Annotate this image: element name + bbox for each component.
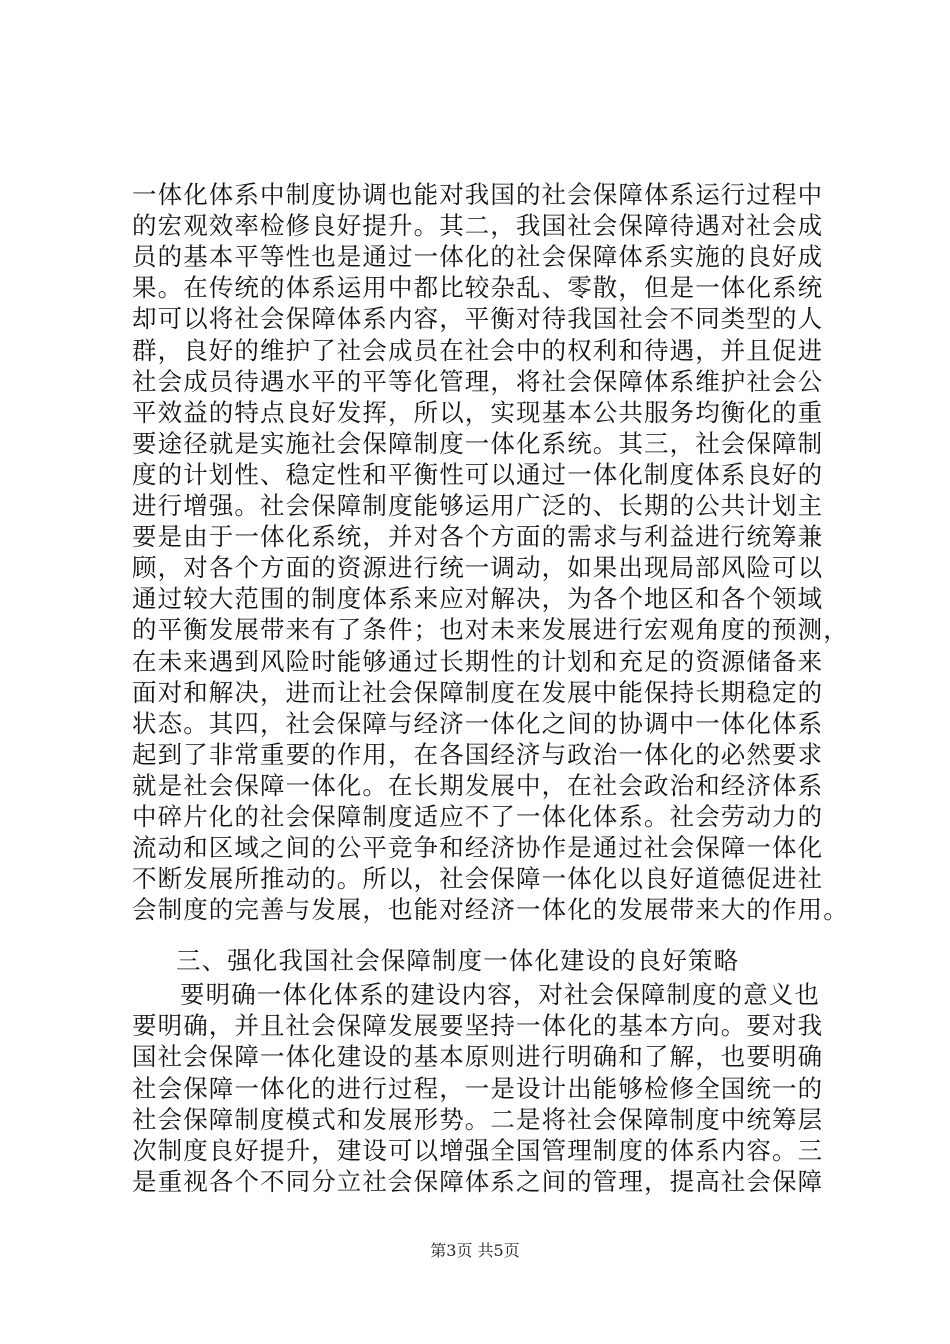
text-line: 流动和区域之间的公平竞争和经济协作是通过社会保障一体化 xyxy=(132,833,824,863)
text-line: 社会保障制度模式和发展形势。二是将社会保障制度中统筹层 xyxy=(132,1104,824,1134)
text-line: 顾，对各个方面的资源进行统一调动，如果出现局部风险可以 xyxy=(132,553,824,583)
text-line: 的宏观效率检修良好提升。其二，我国社会保障待遇对社会成 xyxy=(132,211,824,241)
text-line: 员的基本平等性也是通过一体化的社会保障体系实施的良好成 xyxy=(132,242,824,272)
section-heading: 三、强化我国社会保障制度一体化建设的良好策略 xyxy=(176,946,740,975)
text-line: 国社会保障一体化建设的基本原则进行明确和了解，也要明确 xyxy=(132,1042,824,1072)
text-line: 就是社会保障一体化。在长期发展中，在社会政治和经济体系 xyxy=(132,770,824,800)
text-line: 社会保障一体化的进行过程，一是设计出能够检修全国统一的 xyxy=(132,1073,824,1103)
text-line: 中碎片化的社会保障制度适应不了一体化体系。社会劳动力的 xyxy=(132,802,824,831)
text-line: 不断发展所推动的。所以，社会保障一体化以良好道德促进社 xyxy=(132,864,824,894)
text-line: 要明确一体化体系的建设内容，对社会保障制度的意义也 xyxy=(180,980,820,1009)
text-line: 果。在传统的体系运用中都比较杂乱、零散，但是一体化系统 xyxy=(132,273,824,303)
text-line: 一体化体系中制度协调也能对我国的社会保障体系运行过程中 xyxy=(132,180,824,209)
text-line: 的平衡发展带来有了条件；也对未来发展进行宏观角度的预测， xyxy=(132,615,849,645)
text-line: 社会成员待遇水平的平等化管理，将社会保障体系维护社会公 xyxy=(132,366,824,396)
text-line: 状态。其四，社会保障与经济一体化之间的协调中一体化体系 xyxy=(132,708,824,738)
text-line: 起到了非常重要的作用，在各国经济与政治一体化的必然要求 xyxy=(132,739,824,769)
text-line: 会制度的完善与发展，也能对经济一体化的发展带来大的作用。 xyxy=(132,895,849,925)
text-line: 面对和解决，进而让社会保障制度在发展中能保持长期稳定的 xyxy=(132,677,824,707)
text-line: 要途径就是实施社会保障制度一体化系统。其三，社会保障制 xyxy=(132,428,824,458)
text-line: 平效益的特点良好发挥，所以，实现基本公共服务均衡化的重 xyxy=(132,397,824,427)
text-line: 要是由于一体化系统，并对各个方面的需求与利益进行统筹兼 xyxy=(132,522,824,552)
text-line: 通过较大范围的制度体系来应对解决，为各个地区和各个领域 xyxy=(132,584,824,614)
text-line: 是重视各个不同分立社会保障体系之间的管理，提高社会保障 xyxy=(132,1167,824,1197)
text-line: 却可以将社会保障体系内容，平衡对待我国社会不同类型的人 xyxy=(132,304,824,334)
page-footer: 第3页 共5页 xyxy=(430,1241,520,1260)
text-line: 在未来遇到风险时能够通过长期性的计划和充足的资源储备来 xyxy=(132,646,824,676)
text-line: 要明确，并且社会保障发展要坚持一体化的基本方向。要对我 xyxy=(132,1011,824,1041)
text-line: 次制度良好提升，建设可以增强全国管理制度的体系内容。三 xyxy=(132,1136,824,1165)
text-line: 群，良好的维护了社会成员在社会中的权利和待遇，并且促进 xyxy=(132,335,824,365)
text-line: 度的计划性、稳定性和平衡性可以通过一体化制度体系良好的 xyxy=(132,459,824,489)
text-line: 进行增强。社会保障制度能够运用广泛的、长期的公共计划主 xyxy=(132,491,824,520)
